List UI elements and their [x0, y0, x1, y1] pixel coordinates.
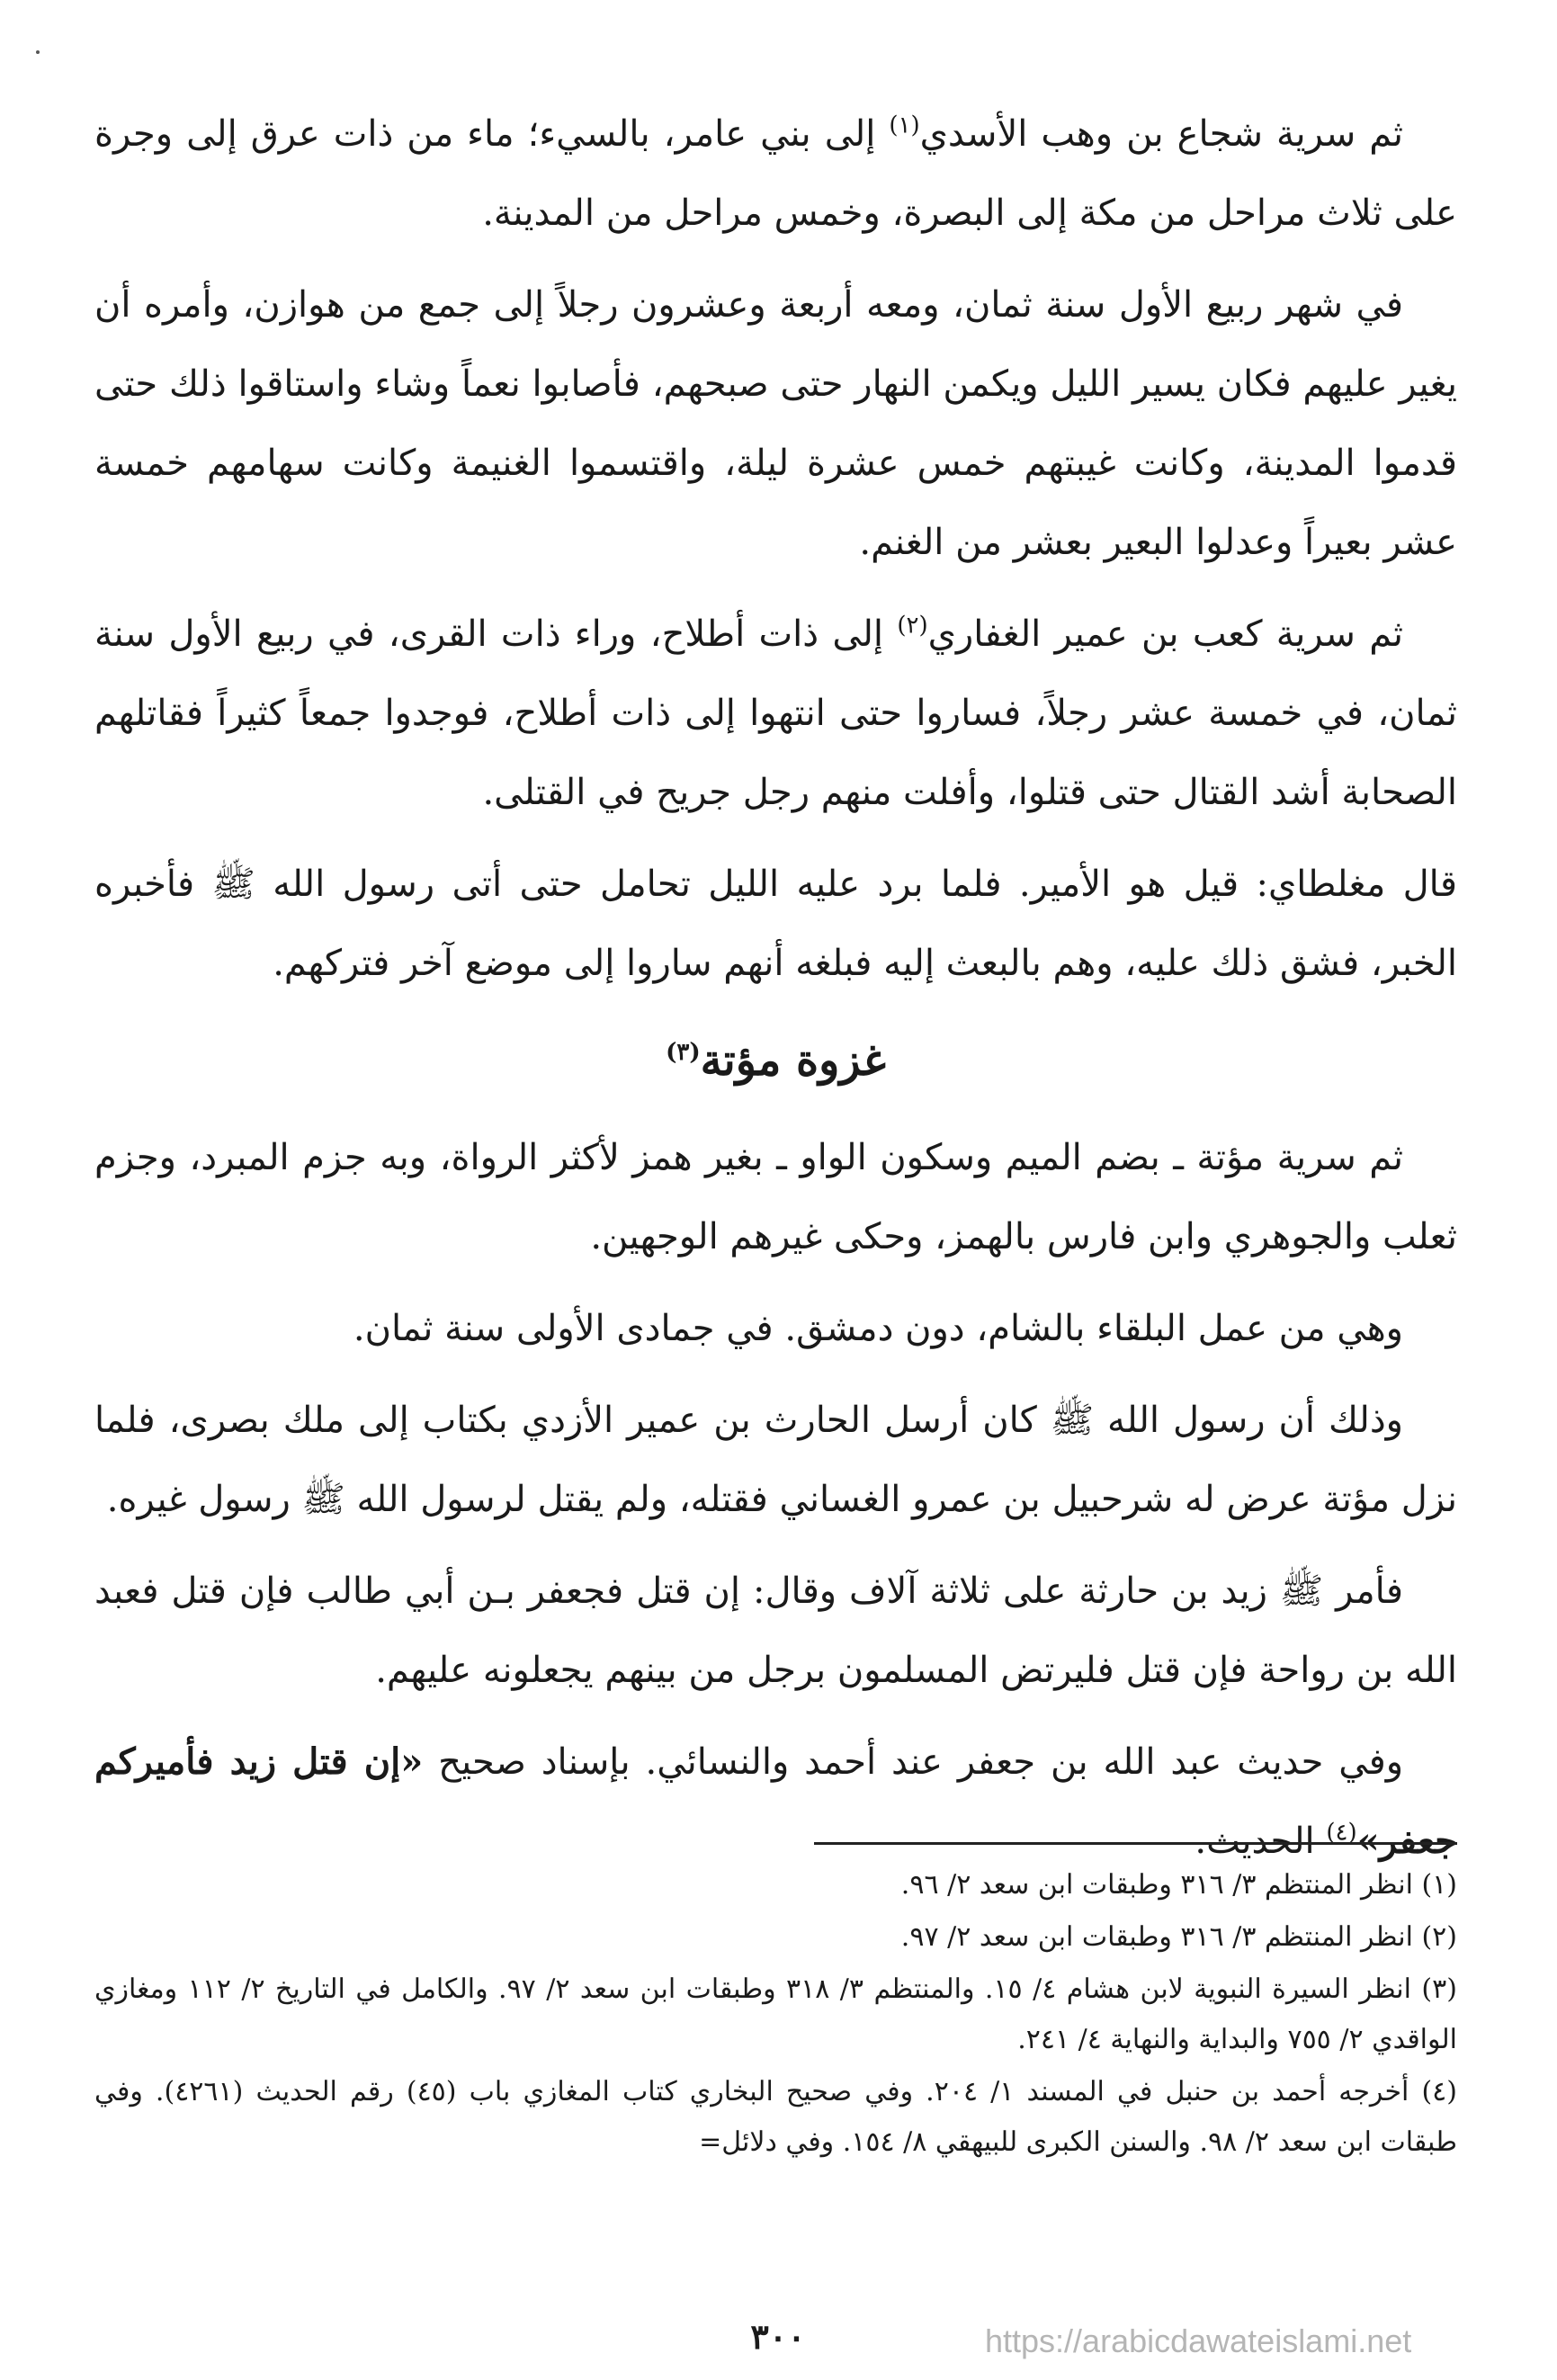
footnote-1: (١) انظر المنتظم ٣/ ٣١٦ وطبقات ابن سعد ٢/ ٩٦.: [900, 1869, 1457, 1901]
paragraph-mutah-pronunciation: ثم سرية مؤتة ـ بضم الميم وسكون الواو ـ بغير همز لأكثر الرواة، وبه جزم المبرد، وجزم ثعلب والجوهري وابن فارس بالهمز، وحكى غيرهم الوجهين.: [94, 1137, 1457, 1257]
paragraph-mughaltay: قال مغلطاي: قيل هو الأمير. فلما برد عليه الليل تحامل حتى أتى رسول الله ﷺ فأخبره الخبر، فشق ذلك عليه، وهم بالبعث إليه فبلغه أنهم ساروا إلى موضع آخر فتركهم.: [94, 863, 1457, 984]
corner-mark: [36, 50, 40, 54]
paragraph-text: وفي حديث عبد الله بن جعفر عند أحمد والنسائي. بإسناد صحيح: [423, 1741, 1404, 1783]
footnote-ref: (٤): [1326, 1819, 1357, 1847]
paragraph-text: ثم سرية شجاع بن وهب الأسدي: [919, 113, 1403, 155]
paragraph-mutah-location: وهي من عمل البلقاء بالشام، دون دمشق. في جمادى الأولى سنة ثمان.: [353, 1308, 1403, 1349]
paragraph-commanders: فأمر ﷺ زيد بن حارثة على ثلاثة آلاف وقال: إن قتل فجعفر بـن أبي طالب فإن قتل فعبد الله بن رواحة فإن قتل فليرتض المسلمون برجل من بينهم يجعلونه عليهم.: [94, 1570, 1457, 1691]
paragraph-shuja-expedition: [94, 94, 1457, 253]
paragraph-text: إلى ذات أطلاح، وراء ذات القرى، في ربيع الأول سنة ثمان، في خمسة عشر رجلاً، فساروا حتى انتهوا إلى ذات أطلاح، فوجدوا جمعاً كثيراً فقاتلهم الصحابة أشد القتال حتى قتلوا، وأفلت منهم رجل جريح في القتلى.: [94, 613, 1457, 813]
page-number: ٣٠٠: [750, 2316, 806, 2357]
paragraph-hadith: [94, 1722, 1457, 1881]
footnote-4: (٤) أخرجه أحمد بن حنبل في المسند ١/ ٢٠٤. وفي صحيح البخاري كتاب المغازي باب (٤٥) رقم الحديث (٤٢٦١). وفي طبقات ابن سعد ٢/ ٩٨. والسنن الكبرى للبيهقي ٨/ ١٥٤. وفي دلائل=: [94, 2076, 1458, 2158]
footnote-ref: (٣): [666, 1039, 701, 1066]
paragraph-text: ثم سرية كعب بن عمير الغفاري: [927, 613, 1403, 655]
paragraph-kaab-expedition: [94, 595, 1457, 832]
hadith-quote: «إن قتل زيد فأميركم جعفر»: [94, 1740, 1457, 1862]
main-text: [94, 94, 1457, 1893]
footnotes: [94, 1860, 1457, 2170]
footnote-2: (٢) انظر المنتظم ٣/ ٣١٦ وطبقات ابن سعد ٢/ ٩٧.: [900, 1921, 1457, 1953]
section-heading: [94, 1016, 1457, 1105]
paragraph-text: إلى بني عامر، بالسيء؛ ماء من ذات عرق إلى وجرة على ثلاث مراحل من مكة إلى البصرة، وخمس مراحل من المدينة.: [94, 113, 1457, 234]
footnote-ref: (١): [889, 112, 920, 139]
watermark-url[interactable]: https://arabicdawateislami.net: [985, 2322, 1412, 2359]
paragraph-harith-envoy: وذلك أن رسول الله ﷺ كان أرسل الحارث بن عمير الأزدي بكتاب إلى ملك بصرى، فلما نزل مؤتة عرض له شرحبيل بن عمرو الغساني فقتله، ولم يقتل لرسول الله ﷺ رسول غيره.: [94, 1400, 1457, 1520]
footnote-ref: (٢): [897, 612, 928, 640]
footnote-divider: [814, 1842, 1457, 1845]
footnote-3: (٣) انظر السيرة النبوية لابن هشام ٤/ ١٥. والمنتظم ٣/ ٣١٨ وطبقات ابن سعد ٢/ ٩٧. والكامل في التاريخ ٢/ ١١٢ ومغازي الواقدي ٢/ ٧٥٥ والبداية والنهاية ٤/ ٢٤١.: [94, 1973, 1457, 2055]
heading-text: غزوة مؤتة: [700, 1035, 886, 1086]
paragraph-text: الحديث.: [1195, 1821, 1327, 1862]
paragraph-rabi-month: في شهر ربيع الأول سنة ثمان، ومعه أربعة وعشرون رجلاً إلى جمع من هوازن، وأمره أن يغير عليهم فكان يسير الليل ويكمن النهار حتى صبحهم، فأصابوا نعماً وشاء واستاقوا ذلك حتى قدموا المدينة، وكانت غيبتهم خمس عشرة ليلة، واقتسموا الغنيمة وكانت سهامهم خمسة عشر بعيراً وعدلوا البعير بعشر من الغنم.: [94, 284, 1457, 563]
